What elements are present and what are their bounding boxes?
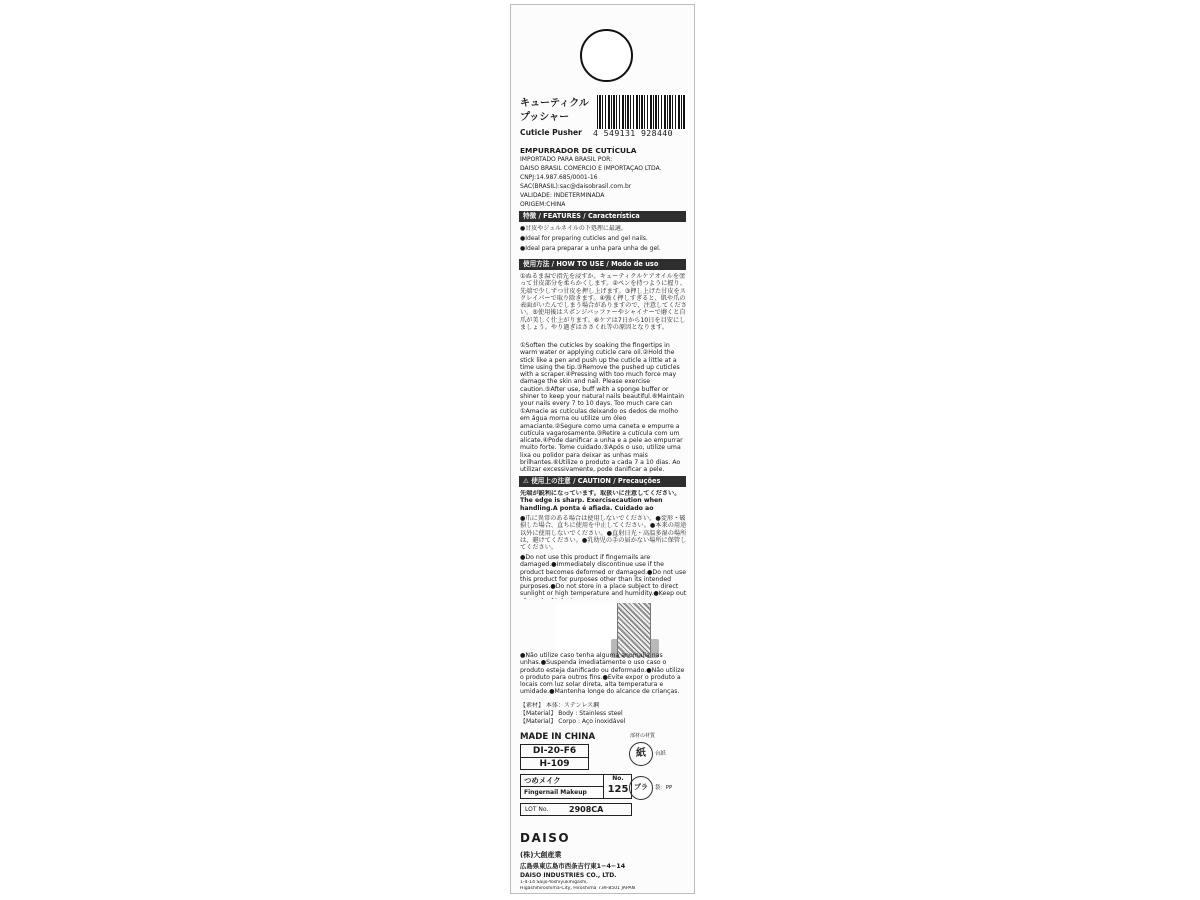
paper-recycle-icon: 紙 [629, 742, 653, 766]
category-no-label: No. [612, 775, 624, 782]
lot-number: 2908CA [569, 805, 604, 814]
import-title: EMPURRADOR DE CUTÍCULA [520, 146, 637, 155]
how-to-use-en: ①Soften the cuticles by soaking the fingertips in warm water or applying cuticle care oil.②Hold the stick like a pen and push up the cuticle a little at a time using the tip.③Remove the pushed up cuticles with a scraper.④Pressing with too much force may damage the skin and nail. Please exercise caution.⑤After use, buff with a sponge buffer or shiner to keep your natural nails beautiful.⑥Maintain your nails every 7 to 10 days. Too much care can [520, 342, 685, 408]
product-code-box [520, 744, 589, 770]
di-code: DI-20-F6 [532, 746, 577, 756]
company-jp-name: (株)大創産業 [520, 851, 562, 859]
feature-item: ●Ideal for preparing cuticles and gel nails. [520, 235, 648, 242]
hang-hole [580, 29, 633, 82]
cuticle-pusher-stick-image [617, 603, 651, 658]
category-number-cell [603, 775, 632, 798]
caution-pt: ●Não utilize caso tenha alguma anomalia nas unhas.●Suspenda imediatamente o uso caso o produto esteja danificado ou deformado.●Não utilize o produto para outros fins.●Evite expor o produto a locais com luz solar direta, alta temperatura e umidade.●Mantenha longe do alcance de crianças. [520, 652, 685, 696]
how-to-use-header: 使用方法 / HOW TO USE / Modo de uso [519, 259, 686, 270]
company-en-name: DAISO INDUSTRIES CO., LTD. [520, 872, 617, 879]
product-card [510, 4, 695, 894]
barcode-number: 4 549131 928440 [593, 128, 673, 138]
feature-item: ●甘皮やジェルネイルの下処理に最適。 [520, 225, 627, 232]
how-to-use-jp: ①ぬるま湯で指先を浸すか、キューティクルケアオイルを塗って甘皮部分を柔らかくします。②ペンを持つように握り、先端で少しずつ甘皮を押し上げます。③押し上げた甘皮をスクレイパーで取り除きます。④強く押しすぎると、肌や爪の表面がいたんでしまう場合がありますので、注意してください。⑤使用後はスポンジバッファーやシャイナーで磨くと自爪が美しく仕上がります。⑥ケアは7日から10日を目安にしましょう。やり過ぎはささくれ等の原因となります。 [520, 273, 687, 332]
paper-recycle-label: 台紙 [655, 751, 666, 757]
plastic-recycle-icon: プラ [629, 776, 653, 800]
lot-label: LOT No. [525, 806, 549, 813]
barcode-icon [597, 95, 685, 129]
made-in: MADE IN CHINA [520, 732, 596, 742]
caution-jp: ●爪に異常のある場合は使用しないでください。●変形・破損した場合、直ちに使用を中止してください。●本来の用途以外に使用しないでください。●直射日光・高温多湿の場所は、避けてください。●乳幼児の手の届かない場所に保管してください。 [520, 515, 687, 552]
product-window [556, 603, 646, 658]
category-jp: つめメイク [521, 775, 603, 787]
company-en-address: 1-4-14 Saijo-Yoshiyukihigashi, [520, 880, 588, 885]
import-line: IMPORTADO PARA BRASIL POR: [520, 156, 613, 163]
how-to-use-pt: ①Amacie as cutículas deixando os dedos de molho em água morna ou utilize um óleo amaciante.②Segure como uma caneta e empurre a cutícula vagarosamente.③Retire a cutícula com um alicate.④Pode danificar a unha e a pele ao empurrar muito forte. Tome cuidado.⑤Após o uso, utilize uma lixa ou polidor para deixar as unhas mais brilhantes.⑥Utilize o produto a cada 7 a 10 dias. Ao utilizar excessivamente, pode danificar a pele. [520, 408, 683, 474]
title-jp-line1: キューティクル [520, 98, 589, 109]
material-line: 【Material】 Body : Stainless steel [520, 710, 623, 717]
company-en-address: Higashihiroshima-City, Hiroshima 739-8501 JAPAN [520, 886, 635, 891]
import-line: SAC(BRASIL):sac@daisobrasil.com.br [520, 183, 632, 190]
caution-lead: 先端が鋭利になっています。取扱いに注意してください。The edge is sharp. Exercisecaution when handling.A ponta é afiada. Cuidado ao [520, 490, 681, 512]
company-jp-address: 広島県東広島市西条吉行東1−4−14 [520, 862, 626, 870]
lot-box [520, 803, 632, 816]
material-line: 【Material】 Corpo : Aço inoxidável [520, 718, 626, 725]
title-en: Cuticle Pusher [520, 128, 582, 137]
plastic-recycle-label: 袋：PP [655, 785, 673, 791]
import-line: ORIGEM:CHINA [520, 201, 566, 208]
material-line: 【素材】 本体：ステンレス鋼 [520, 702, 600, 709]
title-jp-line2: プッシャー [520, 112, 570, 123]
h-code: H-109 [521, 757, 588, 770]
category-no: 125 [607, 784, 629, 795]
features-header: 特徴 / FEATURES / Característica [519, 211, 686, 222]
category-en: Fingernail Makeup [524, 789, 587, 796]
import-line: VALIDADE: INDETERMINADA [520, 192, 605, 199]
caution-en: ●Do not use this product if fingernails are damaged.●Immediately discontinue use if the product becomes deformed or damaged.●Do not use this product for purposes other than its intended purposes.●Do not store in a place subject to direct sunlight or high temperature and humidity.●Keep out [520, 554, 687, 598]
brand-logo: DAISO [520, 831, 571, 845]
category-box [520, 774, 632, 799]
feature-item: ●Ideal para preparar a unha para unha de gel. [520, 245, 661, 252]
caution-header: ⚠ 使用上の注意 / CAUTION / Precauções [519, 476, 686, 487]
import-line: DAISO BRASIL COMÉRCIO E IMPORTAÇÃO LTDA. [520, 165, 662, 172]
import-line: CNPJ:14.987.685/0001-16 [520, 174, 598, 181]
recycle-caption: 部材の材質 [630, 733, 656, 739]
